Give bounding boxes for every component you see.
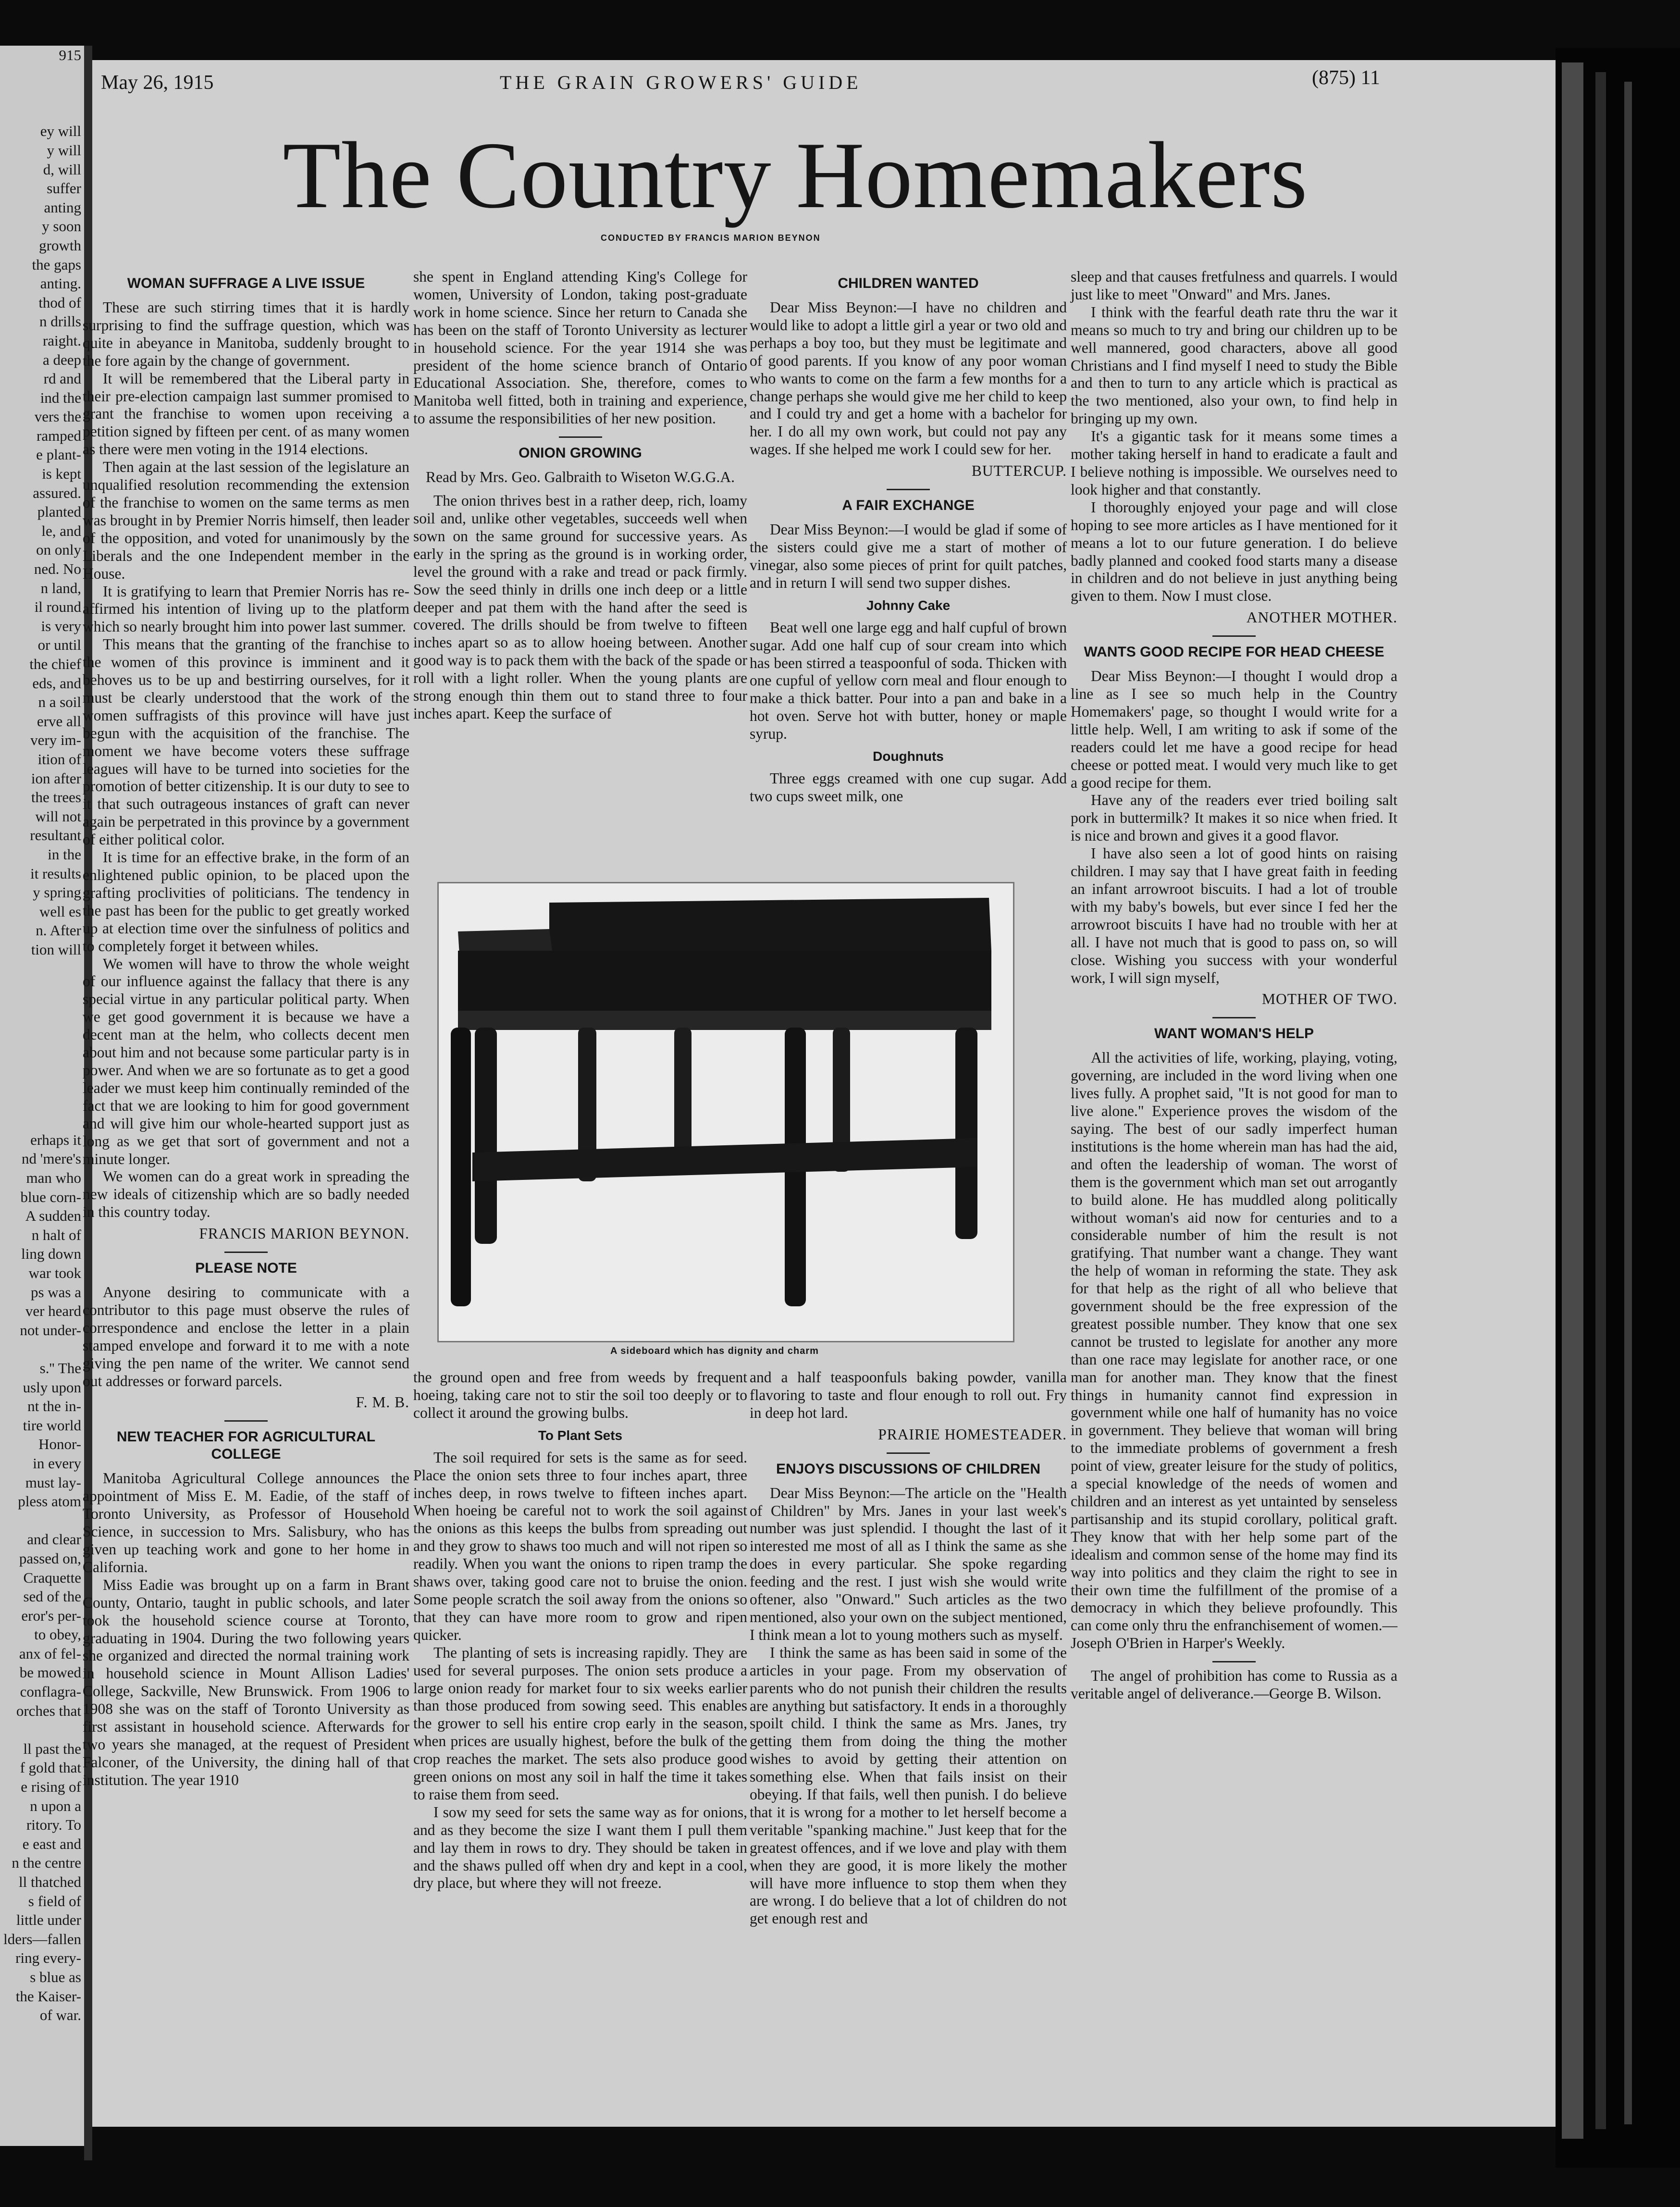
paragraph: It will be remembered that the Liberal party in their pre-election campaign last summer promised to grant the franchise to women upon receiving a petition signed by fifteen per cent. of as many women as there were men voting in the 1914 elections.: [83, 370, 409, 458]
previous-page-line: little under: [16, 1911, 81, 1929]
paragraph: It's a gigantic task for it means some times a mother taking herself in hand to eradicate a fault and I believe nothing is impossible. We ourselves need to look higher and that constantly.: [1071, 428, 1397, 498]
article-heading: ONION GROWING: [519, 445, 642, 461]
paragraph: Dear Miss Beynon:—I have no children and would like to adopt a little girl a year or two old and perhaps a boy too, but they must be legitimate and of good parents. If you know of any poor woman who wants to come on the farm a few months for a change perhaps she would give me her child to keep and I could try and get a home with a bachelor for her. I do all my own work, but could not pay any wages. If she helped me work I could sew for her.: [750, 299, 1067, 458]
paragraph: Miss Eadie was brought up on a farm in Brant County, Ontario, taught in public schools, and later took the household science course at Toronto, graduating in 1904. During the two following years she organized and directed the normal training work in household science in Mount Allison Ladies' College, Sackville, New Brunswick. From 1906 to 1908 she was on the staff of Toronto University as first assistant in household science. Afterwards for two years she managed, at the request of President Falconer, of the University, the dining hall of that institution. The year 1910: [83, 1576, 409, 1788]
previous-page-line: tire world: [23, 1416, 81, 1434]
paragraph: We women can do a great work in spreading the new ideals of citizenship which are so badly needed in this country today.: [83, 1168, 409, 1221]
previous-page-line: [0, 1016, 84, 1035]
previous-page-line: rd and: [43, 370, 81, 387]
paragraph: she spent in England attending King's College for women, University of London, taking post-graduate work in home science. Since her return to Canada she has been on the staff of Toronto University as lecturer in household science. For the year 1914 she was president of the home science branch of Ontario Educational Association. She, therefore, comes to Manitoba well fitted, both in training and experience, to assume the responsibilities of her new position.: [413, 268, 747, 427]
previous-page-line: eds, and: [32, 674, 81, 692]
paragraph: and a half teaspoonfuls baking powder, vanilla flavoring to taste and flour enough to roll out. Fry in deep hot lard.: [750, 1369, 1067, 1421]
article-heading: PLEASE NOTE: [195, 1260, 297, 1277]
masthead: THE GRAIN GROWERS' GUIDE: [500, 72, 862, 93]
paragraph: Beat well one large egg and half cupful of brown sugar. Add one half cup of sour cream into which has been stirred a teaspoonful of soda. Thicken with one cupful of yellow corn meal and flour enough to make a thick batter. Pour into a pan and bake in a hot oven. Serve hot with butter, honey or maple syrup.: [750, 619, 1067, 743]
paragraph: The onion thrives best in a rather deep, rich, loamy soil and, unlike other vegetables, succeeds well when sown on the same ground for successive years. As early in the spring as the ground is in working order, level the ground with a rake and tread or pack firmly. Sow the seed thinly in drills one inch deep or a little deeper and pat them with the hand after the seed is covered. The drills should be from twelve to fifteen inches apart so as to allow hoeing between. Another good way is to pack them with the back of the spade or roll with a light roller. When the young plants are strong enough thin them out to stand three to four inches apart. Keep the surface of: [413, 492, 747, 722]
previous-page-line: s field of: [28, 1892, 81, 1909]
previous-page-line: and clear: [27, 1531, 81, 1548]
paragraph: sleep and that causes fretfulness and quarrels. I would just like to meet "Onward" and Mrs. Janes.: [1071, 268, 1397, 303]
previous-page-line: lders—fallen: [3, 1930, 81, 1947]
signature: ANOTHER MOTHER.: [1246, 609, 1397, 626]
previous-page-line: raight.: [42, 332, 81, 349]
page-edge-strip: [1624, 82, 1632, 2124]
paragraph: Have any of the readers ever tried boiling salt pork in buttermilk? It makes it so nice when fried. It is nice and brown and gives it a good flavor.: [1071, 792, 1397, 844]
previous-page-line: n halt of: [31, 1226, 81, 1243]
previous-page-line: eror's per-: [21, 1607, 81, 1624]
article-heading: CHILDREN WANTED: [838, 275, 979, 291]
signature: F. M. B.: [356, 1394, 409, 1411]
previous-page-line: ned. No: [34, 560, 81, 578]
paragraph: The planting of sets is increasing rapidly. They are used for several purposes. The onion sets produce a large onion ready for market four to six weeks earlier than those produced from sowing seed. This enables the grower to sell his entire crop early in the season, when prices are usually highest, before the bulk of the crop reaches the market. The sets also produce good green onions on most any soil in half the time it takes to raise them from seed.: [413, 1644, 747, 1803]
paragraph: the ground open and free from weeds by frequent hoeing, taking care not to stir the soil too deeply or to collect it around the growing bulbs.: [413, 1369, 747, 1421]
previous-page-line: [0, 1035, 84, 1054]
article-heading: ENJOYS DISCUSSIONS OF CHILDREN: [776, 1461, 1041, 1477]
previous-page-line: [0, 65, 84, 84]
divider: [1212, 1661, 1256, 1662]
divider: [1212, 1017, 1256, 1018]
previous-page-line: ll thatched: [19, 1873, 81, 1890]
previous-page-line: very im-: [30, 732, 81, 749]
previous-page-line: ver heard: [25, 1302, 81, 1320]
previous-page-line: ll past the: [23, 1740, 81, 1757]
paragraph: I sow my seed for sets the same way as for onions, and as they become the size I want them I pull them and lay them in rows to dry. They should be taken in and the shaws pulled off when dry and kept in a cool, dry place, but where they will not freeze.: [413, 1803, 747, 1892]
previous-page-line: vers the: [34, 408, 81, 425]
column-1: [83, 268, 409, 1789]
paragraph: We women will have to throw the whole weight of our influence against the fallacy that there is any special virtue in any particular political party. When we get good government it is because we have a decent man at the helm, who collects decent men about him and not because some particular party is in power. And when we are so fortunate as to get a good leader we must keep him continually reminded of the fact that we are looking to him for good government and will give him our whole-hearted support just as long as we get that sort of government and not a minute longer.: [83, 955, 409, 1167]
paragraph: Manitoba Agricultural College announces the appointment of Miss E. M. Eadie, of the staff of Toronto University, as Professor of Household Science, in succession to Mrs. Salisbury, who has given up teaching work and gone to her home in California.: [83, 1470, 409, 1575]
previous-page-line: pless atom: [18, 1493, 81, 1510]
article-heading: WANT WOMAN'S HELP: [1154, 1026, 1314, 1042]
previous-page-line: n the centre: [12, 1854, 81, 1872]
previous-page-line: ramped: [37, 427, 81, 444]
previous-page-line: resultant: [30, 827, 81, 844]
previous-page-line: anting: [44, 198, 81, 216]
sideboard-illustration: [439, 883, 1013, 1341]
paragraph: This means that the granting of the franchise to the women of this province is imminent and it behoves us to be up and bestirring ourselves, for it must be clearly understood that the work of the women suffragists of this province will have just begun with the acquisition of the franchise. The moment we have become voters these suffrage leagues will have to be turned into societies for the promotion of better citizenship. It is our duty to see to it that such outrageous instances of graft can never again be perpetrated in this province by a government of either political color.: [83, 636, 409, 848]
previous-page-line: n land,: [40, 579, 81, 596]
previous-page-line: ind the: [40, 389, 81, 406]
paragraph: It is time for an effective brake, in the form of an enlightened public opinion, to be placed upon the grafting proclivities of politicians. The tendency in the past has been for the public to get greatly worked up at election time over the sinfulness of politics and to completely forget it between whiles.: [83, 849, 409, 955]
previous-page-line: [0, 1092, 84, 1112]
previous-page-line: ey will: [40, 123, 81, 140]
divider: [559, 436, 602, 438]
previous-page-line: [0, 1111, 84, 1130]
divider: [224, 1420, 268, 1422]
previous-page-line: y soon: [42, 218, 81, 235]
previous-page-line: or until: [37, 636, 81, 654]
previous-page-line: le, and: [41, 522, 81, 539]
paragraph: Dear Miss Beynon:—I thought I would drop a line as I see so much help in the Country Homemakers' page, so thought I would write for a little help. Well, I am writing to ask if some of the readers could let me have a good recipe for head cheese or potted meat. I would very much like to get a good recipe for them.: [1071, 668, 1397, 791]
previous-page-line: the chief: [29, 656, 81, 672]
previous-page-line: ritory. To: [26, 1816, 81, 1834]
previous-page-line: e plant-: [36, 446, 81, 463]
signature: BUTTERCUP.: [971, 462, 1067, 480]
previous-page-line: d, will: [43, 161, 81, 178]
page-number: (875) 11: [1312, 67, 1380, 89]
column-2-lower: [413, 1369, 747, 1892]
page-edge-strip: [1595, 72, 1606, 2129]
paragraph: It is gratifying to learn that Premier Norris has re-affirmed his intention of living up to the platform which so nearly brought him into power last summer.: [83, 583, 409, 635]
previous-page-line: n. After: [36, 922, 81, 939]
paragraph: The soil required for sets is the same as for seed. Place the onion sets three to four inches apart, three inches deep, in rows twelve to fifteen inches apart. When hoeing be careful not to work the soil against the onions as this keeps the bulbs from spreading out and they grow to shaws too much and will not ripen so readily. When you want the onions to ripen tramp the shaws over, taking good care not to bruise the onion. Some people scratch the soil away from the onions so that they can have more room to grow and ripen quicker.: [413, 1449, 747, 1643]
photo-caption: A sideboard which has dignity and charm: [610, 1346, 819, 1356]
previous-page-line: the gaps: [32, 256, 81, 273]
previous-page-line: il round: [34, 598, 81, 616]
recipe-heading: Doughnuts: [873, 749, 944, 764]
previous-page-line: [0, 1054, 84, 1073]
previous-page-line: of war.: [39, 2007, 81, 2024]
previous-page-line: ps was a: [30, 1283, 81, 1301]
paragraph: I think with the fearful death rate thru the war it means so much to try and bring our children up to be well mannered, good characters, above all good Christians and I find myself I need to study the Bible and then to turn to any article which is practical as the two mentioned, also your own, to find help in bringing up my own.: [1071, 303, 1397, 427]
previous-page-line: n a soil: [38, 694, 81, 711]
previous-page-line: on only: [36, 541, 81, 558]
signature: FRANCIS MARION BEYNON.: [199, 1225, 409, 1242]
previous-page-line: planted: [37, 503, 81, 521]
previous-page-line: n upon a: [30, 1797, 81, 1814]
previous-page-line: thod of: [38, 294, 81, 311]
divider: [1212, 635, 1256, 637]
previous-page-line: f gold that: [20, 1759, 81, 1776]
column-2: [413, 268, 747, 723]
previous-page-line: 915: [59, 47, 81, 63]
paragraph: Anyone desiring to communicate with a contributor to this page must observe the rules of correspondence and enclose the letter in a plain stamped envelope and forward it to me with a note giving the pen name of the writer. We cannot send out addresses or forward parcels.: [83, 1284, 409, 1389]
previous-page-line: Honor-: [38, 1436, 81, 1453]
column-3: [750, 268, 1067, 806]
previous-page-line: in the: [48, 845, 81, 863]
previous-page-line: suffer: [47, 180, 81, 197]
paragraph: Then again at the last session of the legislature an unqualified resolution recommending the extension of the franchise to women on the same terms as men was brought in by Premier Norris himself, then leader of the opposition, and voted for unanimously by the Liberals and the one Independent member in the House.: [83, 459, 409, 582]
previous-page-line: it results: [30, 865, 81, 882]
previous-page-line: [0, 1339, 84, 1359]
sideboard-photo: [437, 882, 1014, 1342]
article-byline: Read by Mrs. Geo. Galbraith to Wiseton W.G.G.A.: [426, 469, 735, 486]
previous-page-line: [0, 997, 84, 1017]
previous-page-line: the Kaiser-: [15, 1987, 81, 2005]
article-heading: To Plant Sets: [538, 1427, 623, 1443]
previous-page-line: [0, 1073, 84, 1092]
previous-page-line: is kept: [42, 465, 81, 483]
previous-page-line: a deep: [42, 351, 81, 368]
previous-page-line: ring every-: [15, 1949, 81, 1967]
previous-page-line: nt the in-: [27, 1398, 81, 1415]
issue-date: May 26, 1915: [101, 72, 214, 94]
previous-page-line: passed on,: [19, 1550, 81, 1567]
paragraph: I have also seen a lot of good hints on raising children. I may say that I have great faith in feeding an infant arrowroot biscuits. I had a lot of trouble with my baby's bowels, but ever since I fed her the arrowroot biscuits I have had no trouble with her at all. I have not much that is good to pass on, so will close. Wishing you success with your wonderful work, I will sign myself,: [1071, 845, 1397, 986]
previous-page-line: man who: [26, 1169, 81, 1187]
article-heading: NEW TEACHER FOR AGRICULTURAL COLLEGE: [116, 1429, 376, 1463]
previous-page-line: to obey,: [34, 1626, 81, 1643]
paragraph: The angel of prohibition has come to Russia as a veritable angel of deliverance.—George B. Wilson.: [1071, 1667, 1397, 1702]
paragraph: I think the same as has been said in some of the articles in your page. From my observation of parents who do not punish their children the results are anything but satisfactory. It ends in a thoroughly spoilt child. I think the same as Mrs. Janes, try getting them from doing the thing the mother wishes to avoid by getting their attention on something else. When that fails insist on their obeying. If that fails, well then punish. I do believe that it is wrong for a mother to let herself become a veritable "spanking machine." Just keep that for the greatest offences, and if we love and play with them when they are good, it is more likely the mother will have more influence to stop them when they are wrong. I do believe that a lot of children do not get enough rest and: [750, 1644, 1067, 1927]
previous-page-line: anting.: [40, 275, 81, 292]
previous-page-line: y will: [47, 141, 81, 159]
article-heading: WANTS GOOD RECIPE FOR HEAD CHEESE: [1084, 644, 1384, 660]
previous-page-line: n drills: [39, 313, 81, 330]
previous-page-line: [0, 978, 84, 997]
previous-page-line: not under-: [20, 1321, 81, 1339]
section-credit: CONDUCTED BY FRANCIS MARION BEYNON: [601, 233, 821, 243]
previous-page-line: s blue as: [30, 1968, 81, 1985]
paragraph: These are such stirring times that it is hardly surprising to find the suffrage question, which was quite in abeyance in Manitoba, suddenly brought to the fore again by the change of government.: [83, 299, 409, 369]
page-edge-strip: [1562, 62, 1583, 2139]
paragraph: All the activities of life, working, playing, voting, governing, are included in the word living when one lives fully. A prophet said, "It is not good for man to live alone." Experience proves the wisdom of the saying. The best of our sadly imperfect human institutions is the home wherein man has had the aid, and often the leadership of woman. The worst of them is the government which man set out arrogantly to build alone. He has muddled along politically without woman's aid now for centuries and to a considerable number of him the result is not gratifying. That number want a change. They want the help of woman in reforming the state. They ask for that help as the right of all who believe that government should be the free expression of the greatest possible number. They know that one sex cannot be trusted to legislate for another any more than one race may legislate for another race, or one man for another man. They know that the finest things in humanity cannot find expression in government while one half of humanity has no voice in government. They believe that woman will bring to the immediate problems of government a fresh point of view, greater leisure for the study of politics, a special knowledge of the needs of women and children and an interest as yet untainted by senseless partisanship and its stupid corollary, political graft. They know that with her help some part of the idealism and common sense of the home may find its way into politics and they claim the right to see in their own time the fulfillment of the promise of a democracy in which they believe profoundly. This can come only thru the enfranchisement of women.—Joseph O'Brien in Harper's Weekly.: [1071, 1049, 1397, 1652]
previous-page-line: tion will: [31, 941, 81, 958]
previous-page-line: y spring: [33, 884, 81, 901]
previous-page-line: Craquette: [23, 1569, 81, 1586]
paragraph: I thoroughly enjoyed your page and will close hoping to see more articles as I have mentioned for it means a lot to our future generation. I do believe badly planned and cooked food starts many a disease in children and do not believe in just anything being given to them. Now I must close.: [1071, 498, 1397, 605]
divider: [887, 489, 930, 490]
previous-page-line: [0, 1720, 84, 1739]
previous-page-line: s.'' The: [39, 1359, 81, 1376]
previous-page-line: is very: [41, 617, 81, 634]
previous-page-line: blue corn-: [20, 1188, 81, 1205]
signature: PRAIRIE HOMESTEADER.: [878, 1426, 1067, 1443]
previous-page-line: assured.: [33, 484, 81, 501]
divider: [887, 1452, 930, 1454]
previous-page-line: e rising of: [21, 1778, 81, 1796]
article-heading: WOMAN SUFFRAGE A LIVE ISSUE: [127, 275, 365, 291]
previous-page-line: [0, 103, 84, 122]
previous-page-line: growth: [39, 236, 81, 254]
previous-page-line: orches that: [16, 1702, 81, 1719]
previous-page-line: be mowed: [19, 1664, 81, 1681]
previous-page-line: [0, 1511, 84, 1530]
paragraph: Dear Miss Beynon:—I would be glad if some of the sisters could give me a start of mother of vinegar, also some pieces of print for quilt patches, and in return I will send two supper dishes.: [750, 521, 1067, 591]
previous-page-line: A sudden: [25, 1207, 81, 1225]
previous-page-line: will not: [35, 807, 81, 825]
article-heading: A FAIR EXCHANGE: [842, 497, 975, 514]
previous-page-line: [0, 959, 84, 979]
previous-page-line: erve all: [37, 712, 81, 730]
divider: [224, 1252, 268, 1253]
previous-page-line: war took: [28, 1265, 81, 1281]
paragraph: Dear Miss Beynon:—The article on the "Health of Children" by Mrs. Janes in your last week's number was just splendid. I thought the last of it interested me most of all as I think the same as she does in every particular. She spoke regarding feeding and the rest. I just wish she would write oftener, also "Onward." Such articles as the two mentioned, also your own on the subject mentioned, I think mean a lot to young mothers such as myself.: [750, 1484, 1067, 1643]
previous-page-line: erhaps it: [30, 1131, 81, 1148]
previous-page-line: ition of: [37, 750, 81, 768]
signature: MOTHER OF TWO.: [1261, 991, 1397, 1008]
previous-page-fragment: [0, 46, 84, 2146]
section-title: The Country Homemakers: [283, 123, 1308, 228]
previous-page-line: ion after: [31, 769, 81, 787]
previous-page-line: must lay-: [25, 1474, 81, 1491]
previous-page-line: well es: [39, 903, 81, 920]
previous-page-line: anx of fel-: [19, 1645, 81, 1662]
previous-page-line: the trees: [31, 789, 81, 806]
previous-page-line: usly upon: [23, 1378, 81, 1396]
recipe-heading: Johnny Cake: [866, 597, 951, 613]
previous-page-line: conflagra-: [20, 1683, 81, 1700]
column-4: [1071, 268, 1397, 1703]
previous-page-line: in every: [33, 1454, 81, 1472]
column-3-lower: [750, 1369, 1067, 1928]
previous-page-line: ling down: [21, 1245, 81, 1263]
previous-page-line: [0, 84, 84, 103]
previous-page-line: nd 'mere's: [22, 1150, 81, 1167]
paragraph: Three eggs creamed with one cup sugar. Add two cups sweet milk, one: [750, 770, 1067, 805]
previous-page-line: sed of the: [23, 1588, 81, 1605]
previous-page-line: e east and: [22, 1835, 81, 1852]
